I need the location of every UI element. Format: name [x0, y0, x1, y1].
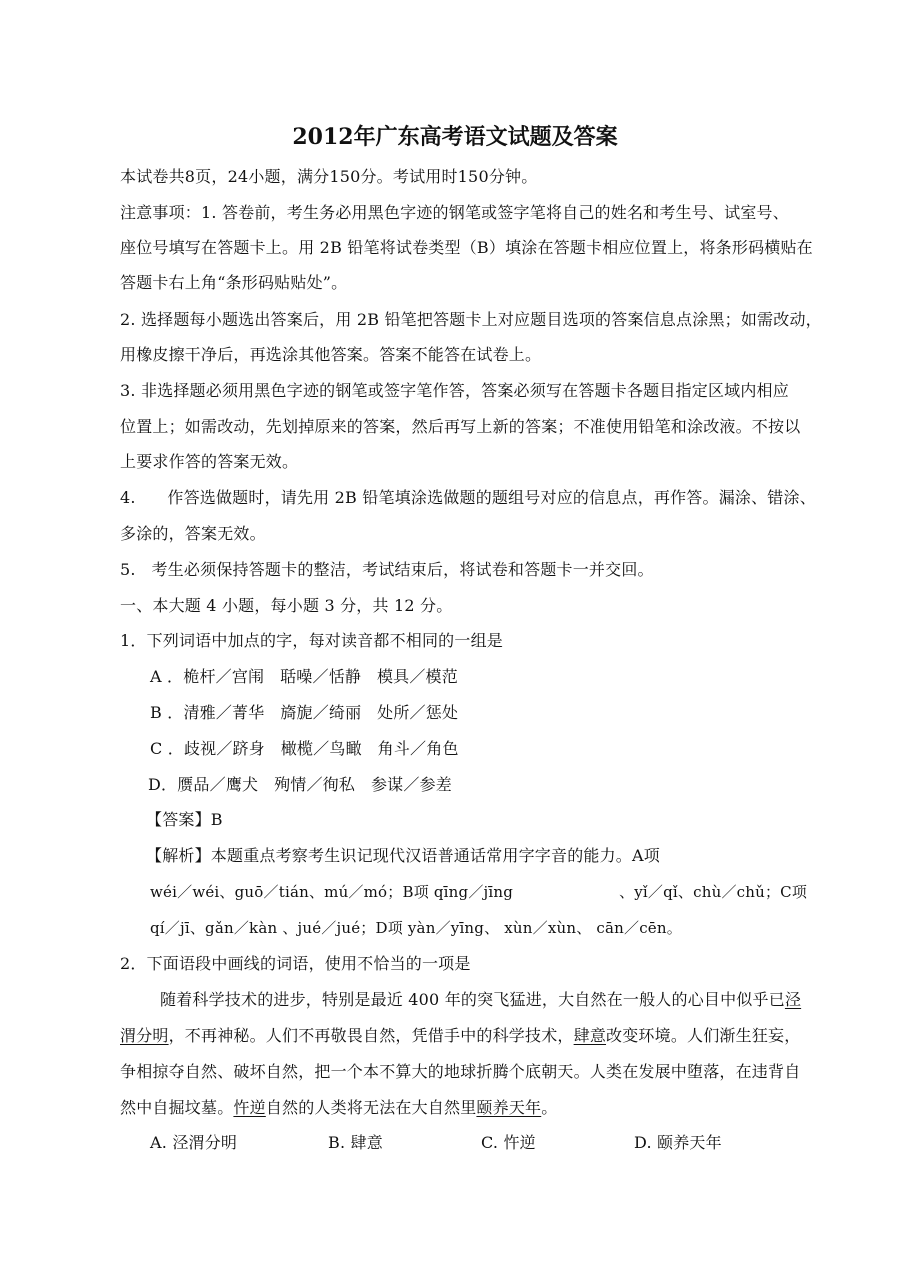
q2-passage-line-2 [120, 1026, 810, 1046]
q2-underlined-word-4: 颐养天年 [476, 1098, 542, 1117]
q2-passage-text: 然中自掘坟墓。 [120, 1098, 234, 1117]
notice-3-line-1: 3. 非选择题必须用黑色字迹的钢笔或签字笔作答，答案必须写在答题卡各题目指定区域内相应 [120, 381, 789, 400]
q2-option-c: C. 忤逆 [481, 1133, 536, 1152]
q1-analysis: 【解析】本题重点考察考生识记现代汉语普通话常用字字音的能力。A项 [146, 846, 660, 865]
q2-underlined-word-1b: 渭分明 [120, 1026, 169, 1045]
notice-5-line: 5. 考生必须保持答题卡的整洁，考试结束后，将试卷和答题卡一并交回。 [120, 560, 654, 579]
q2-underlined-word-2: 肆意 [573, 1026, 607, 1045]
q2-option-b: B. 肆意 [328, 1133, 383, 1152]
q2-passage-text: 自然的人类将无法在大自然里 [265, 1098, 477, 1117]
page-title: 2012年广东高考语文试题及答案 [292, 124, 618, 150]
q1-option-b: B ．清雅／菁华 旖旎／绮丽 处所／惩处 [150, 703, 459, 722]
section-1-heading: 一、本大题 4 小题，每小题 3 分，共 12 分。 [120, 596, 453, 615]
q2-passage-text: 随着科学技术的进步，特别是最近 400 年的突飞猛进，大自然在一般人的心目中似乎已 [160, 990, 785, 1009]
q2-underlined-word-1a: 泾 [784, 990, 802, 1009]
notice-line-1: 注意事项：1. 答卷前，考生务必用黑色字迹的钢笔或签字笔将自己的姓名和考生号、试室号、 [120, 203, 789, 222]
q2-passage-line-4 [120, 1098, 810, 1118]
notice-3-line-2: 位置上；如需改动，先划掉原来的答案，然后再写上新的答案；不准使用铅笔和涂改液。不按以 [120, 417, 801, 436]
q2-underlined-word-3: 忤逆 [233, 1098, 266, 1117]
q1-option-d: D．赝品／鹰犬 殉情／徇私 参谋／参差 [148, 775, 452, 794]
q2-passage-text: ，不再神秘。人们不再敬畏自然，凭借手中的科学技术， [168, 1026, 574, 1045]
q1-stem: 1．下列词语中加点的字，每对读音都不相同的一组是 [120, 631, 503, 650]
q2-stem: 2．下面语段中画线的词语，使用不恰当的一项是 [120, 954, 471, 973]
q1-answer: 【答案】B [146, 810, 223, 829]
q1-pinyin-line-1 [150, 882, 840, 902]
q1-pinyin-part-2: 、yǐ／qǐ、chù／chǔ；C项 [619, 883, 808, 901]
notice-line-3: 答题卡右上角“条形码贴贴处”。 [120, 273, 348, 292]
q2-passage-text: 。 [541, 1098, 558, 1117]
notice-2-line-1: 2. 选择题每小题选出答案后，用 2B 铅笔把答题卡上对应题目选项的答案信息点涂黑；如需改动， [120, 310, 822, 329]
notice-2-line-2: 用橡皮擦干净后，再选涂其他答案。答案不能答在试卷上。 [120, 345, 542, 364]
q1-option-a: A ．桅杆／宫闱 聒噪／恬静 模具／模范 [150, 667, 458, 686]
q2-option-a: A. 泾渭分明 [150, 1133, 238, 1152]
notice-4-line-1: 4. 作答选做题时，请先用 2B 铅笔填涂选做题的题组号对应的信息点，再作答。漏涂、错涂、 [120, 488, 816, 507]
notice-4-line-2: 多涂的，答案无效。 [120, 524, 266, 543]
q1-option-c: C ．歧视／跻身 橄榄／鸟瞰 角斗／角色 [150, 739, 459, 758]
q2-option-d: D. 颐养天年 [634, 1133, 722, 1152]
q2-passage-line-1 [160, 990, 800, 1010]
notice-line-2: 座位号填写在答题卡上。用 2B 铅笔将试卷类型（B）填涂在答题卡相应位置上，将条形码横贴在 [120, 238, 813, 257]
q2-passage-line-3: 争相掠夺自然、破坏自然，把一个本不算大的地球折腾个底朝天。人类在发展中堕落，在违背自 [120, 1062, 801, 1081]
q1-pinyin-part-1: wéi／wéi、guō／tián、mú／mó；B项 qīng／jīng [150, 883, 514, 901]
q1-pinyin-line-2: qí／jī、gǎn／kàn 、jué／jué；D项 yàn／yīng、 xùn／xùn、 cān／cēn。 [150, 919, 682, 937]
intro-line: 本试卷共8页，24小题，满分150分。考试用时150分钟。 [120, 167, 538, 186]
q2-passage-text: 改变环境。人们渐生狂妄， [606, 1026, 801, 1045]
notice-3-line-3: 上要求作答的答案无效。 [120, 452, 299, 471]
